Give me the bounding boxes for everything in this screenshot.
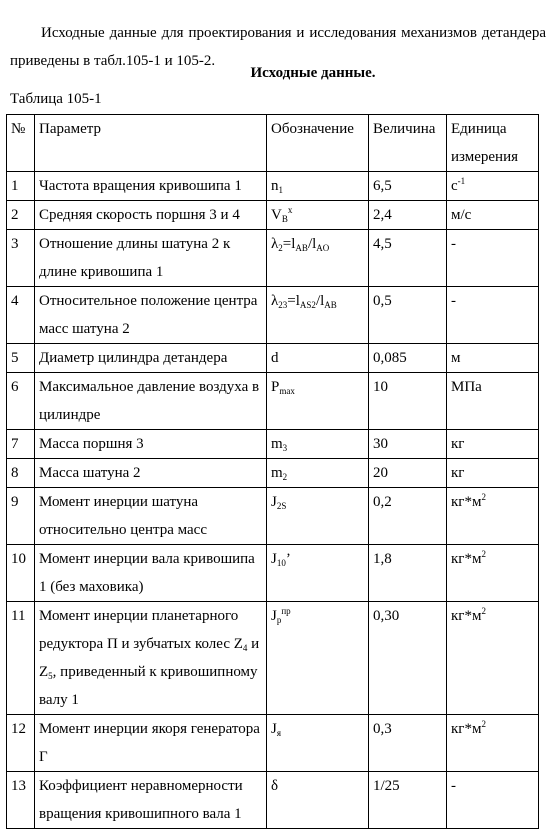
row-number: 13 — [7, 772, 35, 829]
row-symbol: $V_B^x$ — [267, 201, 369, 230]
row-parameter: Коэффициент неравномерности вращения кривошипного вала 1 — [35, 772, 267, 829]
table-row — [7, 201, 539, 230]
row-symbol: $n_1$ — [267, 172, 369, 201]
row-symbol: $J_{2S}$ — [267, 488, 369, 545]
row-symbol: $J_я$ — [267, 715, 369, 772]
row-number: 8 — [7, 459, 35, 488]
row-unit: - — [447, 230, 539, 287]
row-value: 1/25 — [369, 772, 447, 829]
row-unit: м/с — [447, 201, 539, 230]
table-row — [7, 230, 539, 287]
row-value: 4,5 — [369, 230, 447, 287]
row-unit: $кг*м^2$ — [447, 488, 539, 545]
row-symbol: $m_3$ — [267, 430, 369, 459]
intro-paragraph: Исходные данные для проектирования и исследования механизмов детандера приведены в табл.105-1 и 105-2. — [10, 25, 546, 69]
header-symbol: Обозначение — [267, 115, 369, 172]
table-row — [7, 373, 539, 430]
row-value: 0,2 — [369, 488, 447, 545]
row-unit: $кг*м^2$ — [447, 545, 539, 602]
table-row — [7, 715, 539, 772]
row-value: 30 — [369, 430, 447, 459]
row-symbol: $\lambda_2=l_{AB}/l_{AO}$ — [267, 230, 369, 287]
table-row — [7, 344, 539, 373]
row-number: 7 — [7, 430, 35, 459]
table-row — [7, 772, 539, 829]
row-value: 0,3 — [369, 715, 447, 772]
row-number: 4 — [7, 287, 35, 344]
row-symbol: $P_{max}$ — [267, 373, 369, 430]
row-value: 0,085 — [369, 344, 447, 373]
row-number: 2 — [7, 201, 35, 230]
row-unit: кг — [447, 430, 539, 459]
header-parameter: Параметр — [35, 115, 267, 172]
row-value: 0,30 — [369, 602, 447, 715]
row-parameter: Диаметр цилиндра детандера — [35, 344, 267, 373]
row-value: 6,5 — [369, 172, 447, 201]
row-unit: $кг*м^2$ — [447, 715, 539, 772]
row-value: 10 — [369, 373, 447, 430]
row-value: 2,4 — [369, 201, 447, 230]
row-symbol: $J_{10}$’ — [267, 545, 369, 602]
table-header-row — [7, 115, 539, 172]
row-number: 5 — [7, 344, 35, 373]
row-number: 9 — [7, 488, 35, 545]
row-parameter: Отношение длины шатуна 2 к длине кривошипа 1 — [35, 230, 267, 287]
table-row — [7, 430, 539, 459]
row-parameter: Максимальное давление воздуха в цилиндре — [35, 373, 267, 430]
table-row — [7, 172, 539, 201]
row-symbol: d — [267, 344, 369, 373]
row-parameter: Момент инерции шатуна относительно центра масс — [35, 488, 267, 545]
row-unit: $кг*м^2$ — [447, 602, 539, 715]
row-symbol: $\lambda_{23}=l_{AS2}/l_{AB}$ — [267, 287, 369, 344]
row-parameter: Масса шатуна 2 — [35, 459, 267, 488]
header-value: Величина — [369, 115, 447, 172]
row-parameter: Масса поршня 3 — [35, 430, 267, 459]
table-caption: Таблица 105-1 — [10, 91, 102, 107]
row-parameter: Частота вращения кривошипа 1 — [35, 172, 267, 201]
header-number: № — [7, 115, 35, 172]
row-unit: $с^{-1}$ — [447, 172, 539, 201]
table-row — [7, 459, 539, 488]
row-unit: МПа — [447, 373, 539, 430]
row-number: 12 — [7, 715, 35, 772]
row-value: 1,8 — [369, 545, 447, 602]
table-row — [7, 287, 539, 344]
row-parameter: Средняя скорость поршня 3 и 4 — [35, 201, 267, 230]
table-row — [7, 488, 539, 545]
row-parameter: Момент инерции якоря генератора Г — [35, 715, 267, 772]
header-unit: Единица измерения — [447, 115, 539, 172]
row-unit: - — [447, 772, 539, 829]
row-number: 10 — [7, 545, 35, 602]
row-symbol: δ — [267, 772, 369, 829]
parameters-table — [6, 114, 539, 829]
row-value: 0,5 — [369, 287, 447, 344]
table-row — [7, 545, 539, 602]
row-unit: м — [447, 344, 539, 373]
row-symbol: $J_p^{пр}$ — [267, 602, 369, 715]
row-symbol: $m_2$ — [267, 459, 369, 488]
row-number: 6 — [7, 373, 35, 430]
row-unit: кг — [447, 459, 539, 488]
table-row — [7, 602, 539, 715]
row-parameter: Момент инерции планетарного редуктора П и зубчатых колес $Z_4$ и $Z_5$, приведенный к кривошипному валу 1 — [35, 602, 267, 715]
row-unit: - — [447, 287, 539, 344]
row-number: 3 — [7, 230, 35, 287]
row-number: 11 — [7, 602, 35, 715]
row-parameter: Момент инерции вала кривошипа 1 (без маховика) — [35, 545, 267, 602]
row-parameter: Относительное положение центра масс шатуна 2 — [35, 287, 267, 344]
row-value: 20 — [369, 459, 447, 488]
section-heading: Исходные данные. — [250, 65, 376, 81]
row-number: 1 — [7, 172, 35, 201]
